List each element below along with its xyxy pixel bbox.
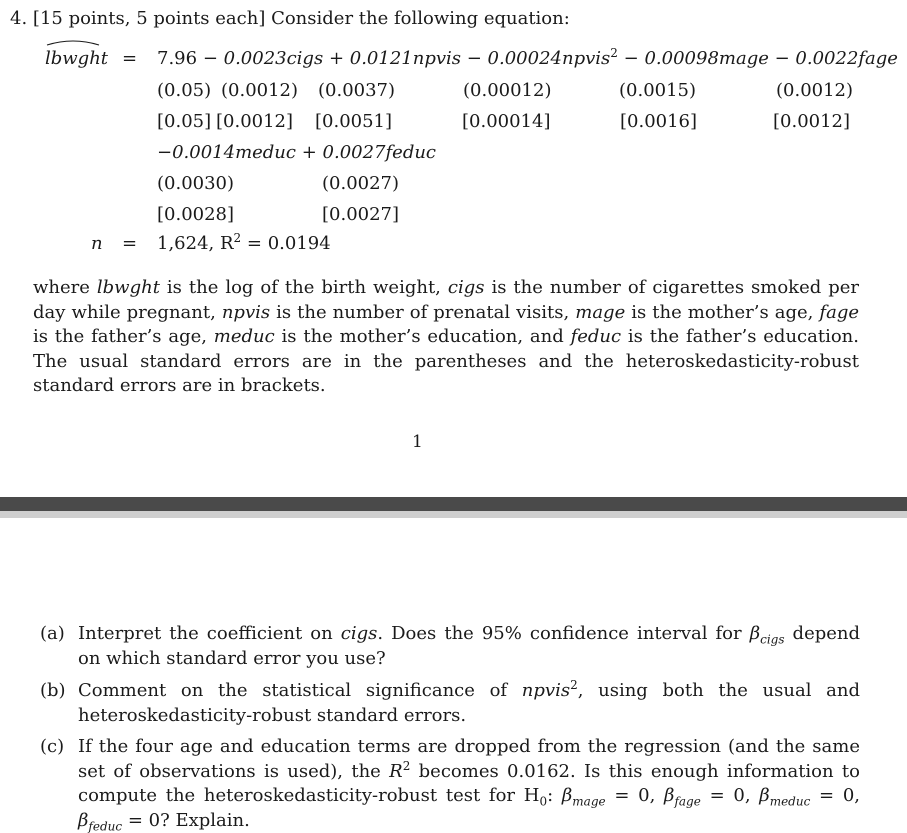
se-robust-npvis2: [0.00014]: [462, 111, 551, 132]
se-usual-npvis: (0.0037): [318, 80, 396, 101]
term-cigs: − 0.0023cigs: [202, 48, 324, 69]
q-text: . Does the 95% confidence interval for: [377, 623, 750, 644]
page-break-divider: [0, 497, 907, 511]
sample-size-r2: [157, 233, 331, 254]
desc-text: where: [33, 277, 97, 298]
var-cigs: cigs: [340, 623, 378, 644]
var-fage: fage: [819, 301, 859, 323]
q-text: becomes 0.0162. Is this enough information to compute the heteroskedasticity-robust test for H: [78, 760, 860, 806]
var-npvis: npvis: [221, 301, 271, 323]
beta-symbol: β: [749, 623, 761, 644]
desc-text: is the father’s age,: [33, 326, 214, 347]
var-mage: mage: [575, 301, 626, 323]
r-symbol: R: [389, 760, 403, 782]
question-b: [40, 679, 860, 728]
se-robust-fage: [0.0012]: [773, 111, 851, 132]
term-npvis: + 0.0121npvis: [328, 48, 462, 69]
h0-subscript: 0: [539, 794, 548, 809]
q-text: Explain.: [169, 809, 250, 831]
se-robust-const: [0.05]: [157, 111, 212, 132]
se-robust-mage: [0.0016]: [620, 111, 698, 132]
n-label: n: [91, 233, 103, 254]
q-text: , using both the usual and heteroskedasticity-robust standard errors.: [78, 680, 860, 726]
beta-symbol: β: [561, 785, 573, 806]
beta-subscript: feduc: [88, 819, 123, 833]
q-text: If the four age and education terms are dropped from the regression (and the same set of observations is used), the: [78, 736, 860, 782]
q-text: Interpret the coefficient on: [78, 623, 341, 644]
term-constant: 7.96: [157, 48, 198, 69]
term-meduc: −0.0014meduc: [157, 142, 296, 163]
var-lbwght: lbwght: [96, 277, 160, 298]
problem-number: 4.: [10, 8, 28, 29]
squared-exponent: 2: [402, 758, 411, 773]
beta-symbol: β: [759, 785, 770, 806]
page-number: 1: [412, 432, 423, 452]
question-a-label: (a): [40, 623, 65, 644]
question-c-text: [78, 735, 860, 833]
var-feduc: feduc: [570, 326, 622, 347]
term-mage: − 0.00098mage: [623, 48, 769, 69]
r2-value: = 0.0194: [241, 233, 331, 254]
var-cigs: cigs: [447, 277, 485, 298]
q-text: depend on which standard error you use?: [78, 623, 861, 669]
se-usual-fage: (0.0012): [776, 80, 854, 101]
se-usual-cigs: (0.0012): [221, 80, 299, 101]
se-robust-npvis: [0.0051]: [315, 111, 393, 132]
q-text: = 0?: [122, 809, 170, 831]
beta-subscript: meduc: [769, 794, 811, 809]
n-equals: =: [122, 233, 138, 254]
question-c-label: (c): [40, 736, 65, 757]
se-usual-mage: (0.0015): [619, 80, 697, 101]
beta-subscript: mage: [572, 794, 606, 809]
problem-header: [10, 8, 570, 29]
equation-line-1: [157, 48, 898, 69]
equation-line-2: [157, 142, 436, 163]
desc-text: is the father’s education. The usual standard errors are in the parentheses and the heteroskedasticity-robust standard errors are in brackets.: [33, 326, 859, 396]
beta-subscript: cigs: [760, 632, 785, 647]
equation-lhs: lbwght: [45, 48, 109, 69]
term-npvis-squared: − 0.00024npvis: [466, 48, 611, 69]
se-robust-feduc: [0.0027]: [322, 204, 400, 225]
question-b-text: [78, 679, 860, 728]
question-b-label: (b): [40, 680, 66, 701]
problem-title: [15 points, 5 points each] Consider the following equation:: [32, 8, 570, 29]
squared-exponent: 2: [610, 46, 618, 60]
desc-text: is the mother’s age,: [625, 301, 820, 323]
se-robust-meduc: [0.0028]: [157, 204, 235, 225]
beta-subscript: fage: [674, 794, 701, 809]
r2-exponent: 2: [233, 231, 242, 245]
question-a-text: [78, 622, 860, 671]
se-usual-const: (0.05): [157, 80, 212, 101]
hat-accent-icon: [46, 38, 100, 46]
question-c: [40, 735, 860, 833]
term-fage: − 0.0022fage: [774, 48, 898, 69]
q-text: = 0,: [810, 785, 861, 806]
n-value: 1,624, R: [157, 233, 234, 254]
desc-text: is the number of cigarettes smoked per day while pregnant,: [33, 277, 859, 323]
var-meduc: meduc: [213, 326, 275, 347]
term-feduc: + 0.0027feduc: [301, 142, 437, 163]
q-text: = 0,: [700, 785, 760, 806]
var-npvis: npvis: [521, 680, 571, 701]
desc-text: is the mother’s education, and: [274, 326, 571, 347]
variable-description: [33, 276, 859, 399]
se-robust-cigs: [0.0012]: [216, 111, 294, 132]
squared-exponent: 2: [570, 678, 578, 692]
desc-text: is the log of the birth weight,: [159, 277, 448, 298]
q-text: = 0,: [605, 785, 665, 806]
question-a: [40, 622, 860, 671]
se-usual-meduc: (0.0030): [157, 173, 235, 194]
q-text: :: [547, 785, 562, 806]
desc-text: is the number of prenatal visits,: [270, 301, 576, 323]
beta-symbol: β: [78, 809, 89, 831]
beta-symbol: β: [664, 785, 675, 806]
q-text: Comment on the statistical significance of: [78, 680, 522, 701]
se-usual-npvis2: (0.00012): [463, 80, 552, 101]
equation-equals: =: [122, 48, 138, 69]
se-usual-feduc: (0.0027): [322, 173, 400, 194]
page-break-shadow: [0, 511, 907, 518]
